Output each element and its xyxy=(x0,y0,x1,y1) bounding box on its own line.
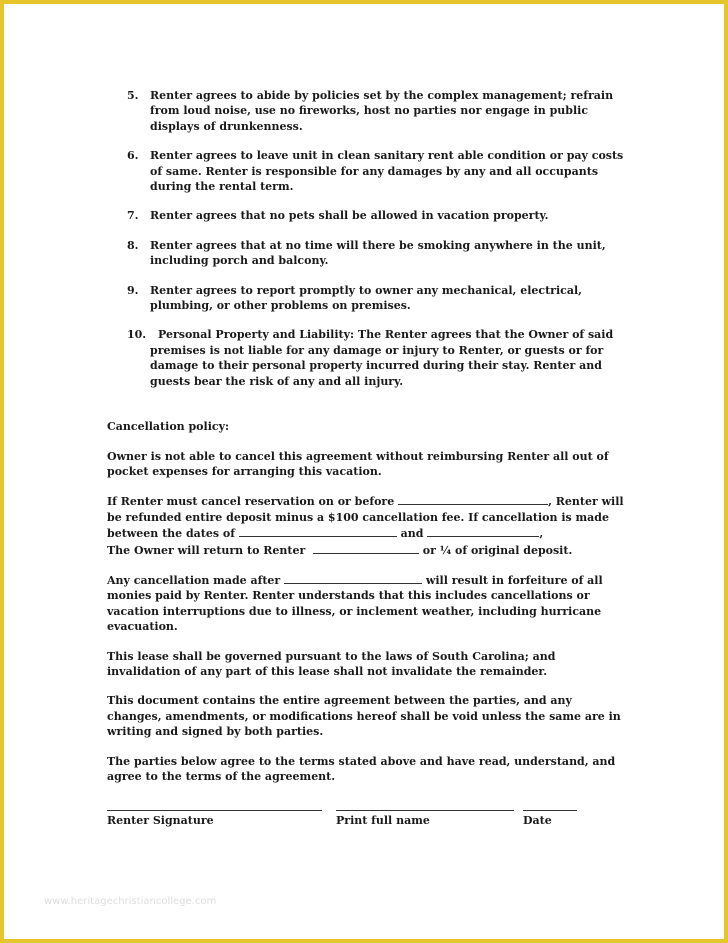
print-name-line[interactable] xyxy=(336,810,514,811)
date-line[interactable] xyxy=(523,810,577,811)
forfeit-date-field[interactable] xyxy=(284,572,422,584)
governed-paragraph: This lease shall be governed pursuant to the laws of South Carolina; and invalidation of any part of this lease shall not invalidate the remainder. xyxy=(107,649,556,678)
clause-9 xyxy=(107,283,627,314)
owner-cancel-paragraph: Owner is not able to cancel this agreement without reimbursing Renter all out of pocket expenses for arranging this vacation. xyxy=(107,449,609,478)
agreement-body xyxy=(107,88,627,798)
clause-number: 9. xyxy=(127,283,139,297)
clause-number: 5. xyxy=(127,89,139,102)
or-quarter-text: or ¼ of original deposit. xyxy=(422,543,573,557)
date-label: Date xyxy=(523,814,552,827)
clause-number: 6. xyxy=(127,149,139,163)
cancellation-heading: Cancellation policy: xyxy=(107,420,230,434)
watermark: www.heritagechristiancollege.com xyxy=(44,896,217,907)
parties-paragraph: The parties below agree to the terms stated above and have read, understand, and agree to the terms of the agreement. xyxy=(107,754,616,783)
refund-text-2: , Renter will be refunded entire deposit minus a $100 cancellation fee. If cancellation is made between the dates of xyxy=(107,495,624,541)
clause-text: Renter agrees to report promptly to owner any mechanical, electrical, plumbing, or other problems on premises. xyxy=(150,283,582,313)
return-amount-field[interactable] xyxy=(313,542,419,554)
clause-5 xyxy=(107,88,627,134)
cancel-before-date-field[interactable] xyxy=(398,493,548,505)
refund-and: and xyxy=(400,527,424,541)
refund-text-1: If Renter must cancel reservation on or before xyxy=(107,495,395,509)
clause-text: Personal Property and Liability: The Renter agrees that the Owner of said premises is not liable for any damage or injury to Renter, or guests or for damage to their personal property incurred during their stay. Renter and guests bear the risk of any and all injury. xyxy=(150,328,614,388)
refund-comma: , xyxy=(539,527,544,541)
renter-signature-line[interactable] xyxy=(107,810,322,811)
between-date-start-field[interactable] xyxy=(239,525,397,537)
clause-number: 10. xyxy=(127,328,147,342)
forfeit-paragraph xyxy=(107,572,627,635)
entire-agreement-paragraph: This document contains the entire agreement between the parties, and any changes, amendments, or modifications hereof shall be void unless the same are in writing and signed by both parties. xyxy=(107,694,621,739)
signature-row xyxy=(107,810,587,840)
clause-6 xyxy=(107,148,627,194)
refund-paragraph xyxy=(107,493,627,558)
clause-text: Renter agrees that at no time will there be smoking anywhere in the unit, including porch and balcony. xyxy=(150,238,606,268)
print-name-label: Print full name xyxy=(336,814,430,827)
clause-10 xyxy=(107,327,627,389)
clause-number: 7. xyxy=(127,209,139,223)
clause-7 xyxy=(107,208,627,223)
forfeit-text-2: will result in forfeiture of all monies paid by Renter. Renter understands that this includes cancellations or vacation interruptions due to illness, or inclement weather, including hurricane evacuation. xyxy=(107,573,603,634)
owner-return-text: The Owner will return to Renter xyxy=(107,543,306,557)
clause-text: Renter agrees to abide by policies set by the complex management; refrain from loud noise, use no fireworks, host no parties nor engage in public displays of drunkenness. xyxy=(150,89,614,133)
clause-number: 8. xyxy=(127,238,139,252)
forfeit-text-1: Any cancellation made after xyxy=(107,573,281,587)
clause-8 xyxy=(107,238,627,269)
renter-signature-label: Renter Signature xyxy=(107,814,214,827)
clause-text: Renter agrees that no pets shall be allowed in vacation property. xyxy=(150,209,549,223)
between-date-end-field[interactable] xyxy=(427,525,539,537)
clause-text: Renter agrees to leave unit in clean sanitary rent able condition or pay costs of same. Renter is responsible for any damages by any and all occupants during the rental term. xyxy=(150,149,624,194)
